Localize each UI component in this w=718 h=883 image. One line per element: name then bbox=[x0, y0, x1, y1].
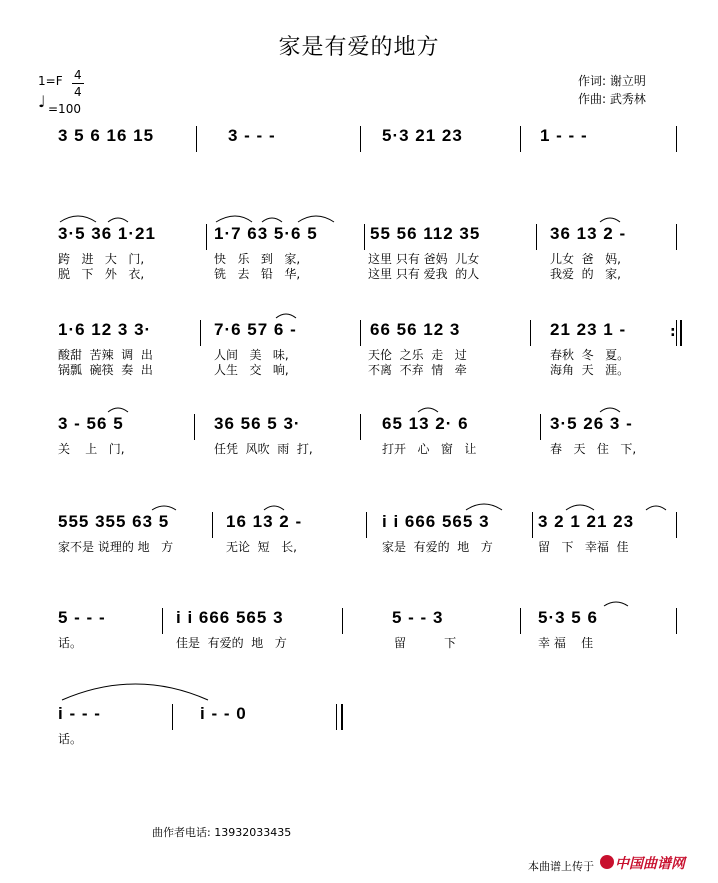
upload-note: 本曲谱上传于 bbox=[528, 860, 594, 873]
measure-notes: 5 - - 3 bbox=[392, 608, 444, 627]
lyrics-verse-1: 人间 美 味, bbox=[214, 348, 289, 362]
measure-notes: 3 2 1 21 23 bbox=[538, 512, 635, 531]
measure-notes: 1·7 63 5·6 5 bbox=[214, 224, 318, 243]
lyrics-verse-2: 海角 天 涯。 bbox=[550, 363, 630, 377]
lyrics-verse-1: 佳是 有爱的 地 方 bbox=[176, 636, 287, 650]
lyrics-verse-1: 儿女 爸 妈, bbox=[550, 252, 621, 266]
lyrics-verse-1: 话。 bbox=[58, 732, 83, 746]
measure-notes: 1·6 12 3 3· bbox=[58, 320, 152, 339]
slur-mark bbox=[418, 408, 438, 412]
time-signature-top: 4 bbox=[74, 68, 82, 82]
lyrics-verse-1: 打开 心 窗 让 bbox=[382, 442, 477, 456]
lyrics-verse-1: 话。 bbox=[58, 636, 83, 650]
slur-mark bbox=[646, 506, 666, 510]
slur-mark bbox=[466, 504, 502, 510]
measure-notes: 3·5 36 1·21 bbox=[58, 224, 156, 243]
time-signature-bottom: 4 bbox=[74, 85, 82, 99]
measure-notes: 1 - - - bbox=[540, 126, 588, 145]
measure-notes: 7·6 57 6 - bbox=[214, 320, 297, 339]
slur-mark bbox=[264, 506, 284, 510]
slur-mark bbox=[108, 408, 128, 412]
site-logo-icon bbox=[600, 855, 614, 869]
measure-notes: 55 56 112 35 bbox=[370, 224, 481, 243]
lyrics-verse-1: 幸 福 佳 bbox=[538, 636, 594, 650]
lyrics-verse-2: 这里 只有 爱我 的人 bbox=[368, 267, 480, 281]
measure-notes: 5·3 5 6 bbox=[538, 608, 598, 627]
lyrics-verse-2: 我爱 的 家, bbox=[550, 267, 621, 281]
lyrics-verse-1: 天伦 之乐 走 过 bbox=[368, 348, 467, 362]
lyrics-verse-2: 脱 下 外 衣, bbox=[58, 267, 145, 281]
measure-notes: 5 - - - bbox=[58, 608, 106, 627]
slur-mark bbox=[108, 218, 128, 222]
composer-phone: 曲作者电话: 13932033435 bbox=[152, 826, 292, 839]
lyrics-verse-1: 春 天 住 下, bbox=[550, 442, 637, 456]
lyrics-verse-1: 快 乐 到 家, bbox=[214, 252, 301, 266]
lyrics-verse-1: 家不是 说理的 地 方 bbox=[58, 540, 174, 554]
lyrics-verse-1: 留 下 bbox=[394, 636, 457, 650]
key-signature: 1=F bbox=[38, 74, 63, 88]
slur-mark bbox=[152, 506, 176, 510]
slur-mark bbox=[60, 216, 96, 222]
tempo-marking: =100 bbox=[48, 102, 81, 116]
lyrics-verse-2: 不离 不弃 情 牵 bbox=[368, 363, 467, 377]
lyrics-verse-1: 家是 有爱的 地 方 bbox=[382, 540, 493, 554]
slur-mark bbox=[600, 218, 620, 222]
lyrics-verse-1: 留 下 幸福 佳 bbox=[538, 540, 629, 554]
lyrics-verse-1: 关 上 门, bbox=[58, 442, 125, 456]
slur-mark bbox=[298, 216, 334, 222]
measure-notes: 3 - - - bbox=[228, 126, 276, 145]
lyrics-verse-2: 人生 交 响, bbox=[214, 363, 289, 377]
lyrics-verse-1: 春秋 冬 夏。 bbox=[550, 348, 630, 362]
measure-notes: 66 56 12 3 bbox=[370, 320, 461, 339]
lyrics-verse-1: 这里 只有 爸妈 儿女 bbox=[368, 252, 480, 266]
measure-notes: 5·3 21 23 bbox=[382, 126, 463, 145]
slur-mark bbox=[262, 218, 282, 222]
lyrics-verse-1: 无论 短 长, bbox=[226, 540, 297, 554]
measure-notes: 16 13 2 - bbox=[226, 512, 303, 531]
measure-notes: 65 13 2· 6 bbox=[382, 414, 469, 433]
measure-notes: 21 23 1 - bbox=[550, 320, 627, 339]
lyricist-credit: 作词: 谢立明 bbox=[578, 74, 646, 88]
repeat-dots: : bbox=[670, 324, 676, 340]
measure-notes: 3·5 26 3 - bbox=[550, 414, 633, 433]
measure-notes: 3 - 56 5 bbox=[58, 414, 124, 433]
measure-notes: i i 666 565 3 bbox=[176, 608, 284, 627]
measure-notes: i - - 0 bbox=[200, 704, 247, 723]
measure-notes: i - - - bbox=[58, 704, 101, 723]
slur-mark bbox=[276, 314, 296, 318]
lyrics-verse-2: 铣 去 铅 华, bbox=[214, 267, 301, 281]
measure-notes: 555 355 63 5 bbox=[58, 512, 170, 531]
lyrics-verse-1: 任凭 风吹 雨 打, bbox=[214, 442, 313, 456]
measure-notes: 3 5 6 16 15 bbox=[58, 126, 155, 145]
slur-mark bbox=[604, 602, 628, 606]
score-title: 家是有爱的地方 bbox=[278, 35, 440, 60]
composer-credit: 作曲: 武秀林 bbox=[578, 92, 646, 106]
measure-notes: 36 56 5 3· bbox=[214, 414, 301, 433]
measure-notes: i i 666 565 3 bbox=[382, 512, 490, 531]
lyrics-verse-2: 锅瓢 碗筷 奏 出 bbox=[58, 363, 153, 377]
slur-mark bbox=[566, 505, 594, 510]
site-logo[interactable]: 中国曲谱网 bbox=[615, 856, 685, 872]
lyrics-verse-1: 跨 进 大 门, bbox=[58, 252, 145, 266]
quarter-note-icon: ♩ bbox=[38, 92, 46, 111]
slur-mark bbox=[600, 408, 620, 412]
lyrics-verse-1: 酸甜 苦辣 调 出 bbox=[58, 348, 153, 362]
slur-mark bbox=[216, 216, 252, 222]
measure-notes: 36 13 2 - bbox=[550, 224, 627, 243]
slur-mark bbox=[62, 684, 208, 700]
